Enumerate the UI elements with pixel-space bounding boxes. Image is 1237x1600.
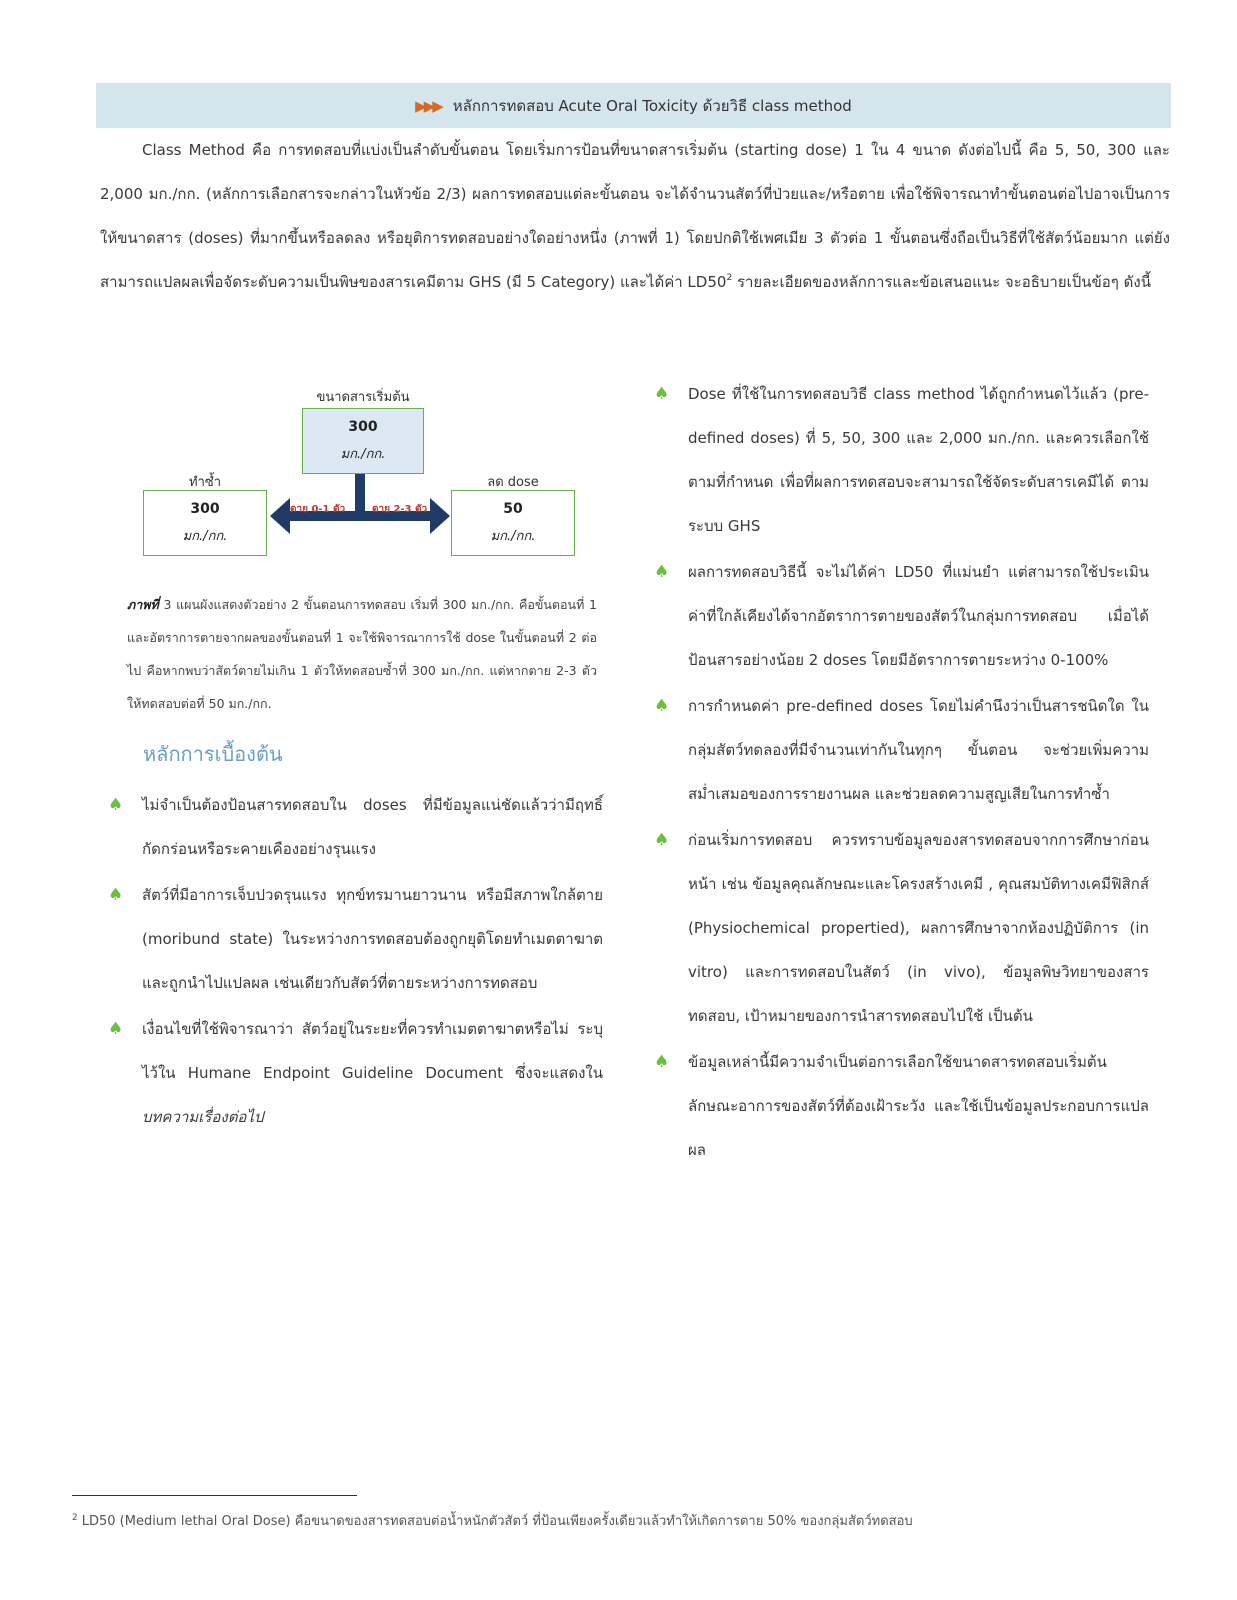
arrow-head-right <box>430 498 450 534</box>
intro-text-end: รายละเอียดของหลักการและข้อเสนอแนะ จะอธิบายเป็นข้อๆ ดังนี้ <box>732 273 1151 291</box>
start-dose-box <box>302 408 424 474</box>
spade-bullet-icon: ♠ <box>654 696 670 716</box>
list-item-text: ก่อนเริ่มการทดสอบ ควรทราบข้อมูลของสารทดสอบจากการศึกษาก่อนหน้า เช่น ข้อมูลคุณลักษณะและโครงสร้างเคมี , คุณสมบัติทางเคมีฟิสิกส์ (Physiochemical propertied), ผลการศึกษาจากห้องปฏิบัติการ (in vitro) และการทดสอบในสัตว์ (in vivo), ข้อมูลพิษวิทยาของสารทดสอบ, เป้าหมายของการนำสารทดสอบไปใช้ เป็นต้น <box>688 831 1149 1025</box>
list-item <box>654 684 1149 816</box>
spade-bullet-icon: ♠ <box>654 562 670 582</box>
principles-list-right <box>654 372 1149 1174</box>
spade-bullet-icon: ♠ <box>654 1052 670 1072</box>
reduce-dose-unit: มก./กก. <box>490 529 536 544</box>
list-item <box>654 818 1149 1038</box>
figure-caption <box>127 588 597 720</box>
arrow-head-left <box>270 498 290 534</box>
reduce-dose-label: ลด dose <box>487 475 539 490</box>
spade-bullet-icon: ♠ <box>108 795 124 815</box>
repeat-dose-unit: มก./กก. <box>182 529 228 544</box>
banner-title: หลักการทดสอบ Acute Oral Toxicity ด้วยวิธี class method <box>452 96 852 115</box>
list-item <box>108 783 603 871</box>
spade-bullet-icon: ♠ <box>654 830 670 850</box>
footnote <box>72 1510 913 1531</box>
list-item <box>654 550 1149 682</box>
list-item <box>654 372 1149 548</box>
list-item-text: เงื่อนไขที่ใช้พิจารณาว่า สัตว์อยู่ในระยะที่ควรทำเมตตาฆาตหรือไม่ ระบุไว้ใน Humane Endpoint Guideline Document ซึ่งจะแสดงใน <box>142 1020 603 1082</box>
footnote-ref: 2 <box>726 273 733 283</box>
right-arrow-label: ตาย 2-3 ตัว <box>372 504 428 515</box>
list-item-text: ไม่จำเป็นต้องป้อนสารทดสอบใน doses ที่มีข้อมูลแน่ชัดแล้วว่ามีฤทธิ์กัดกร่อนหรือระคายเคืองอย่างรุนแรง <box>142 796 603 858</box>
principles-list-left <box>108 783 603 1141</box>
caption-label: ภาพที่ <box>127 597 159 612</box>
repeat-dose-box <box>143 490 267 556</box>
caption-text: 3 แผนผังแสดงตัวอย่าง 2 ขั้นตอนการทดสอบ เริ่มที่ 300 มก./กก. คือขั้นตอนที่ 1 และอัตราการตายจากผลของขั้นตอนที่ 1 จะใช้พิจารณาการใช้ dose ในขั้นตอนที่ 2 ต่อไป คือหากพบว่าสัตว์ตายไม่เกิน 1 ตัวให้ทดสอบซ้ำที่ 300 มก./กก. แต่หากตาย 2-3 ตัวให้ทดสอบต่อที่ 50 มก./กก. <box>127 597 597 711</box>
list-item <box>108 873 603 1005</box>
start-dose-label: ขนาดสารเริ่มต้น <box>316 390 410 405</box>
spade-bullet-icon: ♠ <box>654 384 670 404</box>
list-item-text: ข้อมูลเหล่านี้มีความจำเป็นต่อการเลือกใช้ขนาดสารทดสอบเริ่มต้น ลักษณะอาการของสัตว์ที่ต้องเฝ้าระวัง และใช้เป็นข้อมูลประกอบการแปลผล <box>688 1053 1149 1159</box>
list-item-text: ผลการทดสอบวิธีนี้ จะไม่ได้ค่า LD50 ที่แม่นยำ แต่สามารถใช้ประเมินค่าที่ใกล้เคียงได้จากอัตราการตายของสัตว์ในกลุ่มการทดสอบ เมื่อได้ป้อนสารอย่างน้อย 2 doses โดยมีอัตราการตายระหว่าง 0-100% <box>688 563 1149 669</box>
intro-paragraph <box>100 128 1170 304</box>
start-dose-value: 300 <box>348 419 378 435</box>
footnote-text: LD50 (Medium lethal Oral Dose) คือขนาดของสารทดสอบต่อน้ำหนักตัวสัตว์ ที่ป้อนเพียงครั้งเดียวแล้วทำให้เกิดการตาย 50% ของกลุ่มสัตว์ทดสอบ <box>81 1514 913 1529</box>
intro-text: Class Method คือ การทดสอบที่แบ่งเป็นลำดับขั้นตอน โดยเริ่มการป้อนที่ขนาดสารเริ่มต้น (starting dose) 1 ใน 4 ขนาด ดังต่อไปนี้ คือ 5, 50, 300 และ 2,000 มก./กก. (หลักการเลือกสารจะกล่าวในหัวข้อ 2/3) ผลการทดสอบแต่ละขั้นตอน จะได้จำนวนสัตว์ที่ป่วยและ/หรือตาย เพื่อใช้พิจารณาทำขั้นตอนต่อไปอาจเป็นการให้ขนาดสาร (doses) ที่มากขึ้นหรือลดลง หรือยุติการทดสอบอย่างใดอย่างหนึ่ง (ภาพที่ 1) โดยปกติใช้เพศเมีย 3 ตัวต่อ 1 ขั้นตอนซึ่งถือเป็นวิธีที่ใช้สัตว์น้อยมาก แต่ยังสามารถแปลผลเพื่อจัดระดับความเป็นพิษของสารเคมีตาม GHS (มี 5 Category) และได้ค่า LD50 <box>100 141 1170 291</box>
footnote-mark: 2 <box>72 1513 78 1523</box>
left-arrow-label: ตาย 0-1 ตัว <box>290 504 346 515</box>
arrow-stem <box>355 474 365 516</box>
repeat-label: ทำซ้ำ <box>189 475 221 490</box>
spade-bullet-icon: ♠ <box>108 885 124 905</box>
start-dose-unit: มก./กก. <box>340 447 386 462</box>
reduce-dose-value: 50 <box>503 501 523 517</box>
section-banner <box>96 83 1171 128</box>
footnote-divider <box>72 1495 357 1496</box>
list-item-italic-text: บทความเรื่องต่อไป <box>142 1108 264 1126</box>
dose-flow-diagram <box>130 378 590 568</box>
list-item-text: Dose ที่ใช้ในการทดสอบวิธี class method ได้ถูกกำหนดไว้แล้ว (pre-defined doses) ที่ 5, 50, 300 และ 2,000 มก./กก. และควรเลือกใช้ตามที่กำหนด เพื่อที่ผลการทดสอบจะสามารถใช้จัดระดับสารเคมีได้ ตามระบบ GHS <box>688 385 1149 535</box>
list-item-text: การกำหนดค่า pre-defined doses โดยไม่คำนึงว่าเป็นสารชนิดใด ในกลุ่มสัตว์ทดลองที่มีจำนวนเท่ากันในทุกๆ ขั้นตอน จะช่วยเพิ่มความสม่ำเสมอของการรายงานผล และช่วยลดความสูญเสียในการทำซ้ำ <box>688 697 1149 803</box>
reduce-dose-box <box>451 490 575 556</box>
section-title: หลักการเบื้องต้น <box>143 742 283 766</box>
repeat-dose-value: 300 <box>190 501 220 517</box>
triple-arrow-icon: ▶▶▶ <box>415 96 441 115</box>
list-item <box>654 1040 1149 1172</box>
list-item-text: สัตว์ที่มีอาการเจ็บปวดรุนแรง ทุกข์ทรมานยาวนาน หรือมีสภาพใกล้ตาย (moribund state) ในระหว่างการทดสอบต้องถูกยุติโดยทำเมตตาฆาต และถูกนำไปแปลผล เช่นเดียวกับสัตว์ที่ตายระหว่างการทดสอบ <box>142 886 603 992</box>
spade-bullet-icon: ♠ <box>108 1019 124 1039</box>
list-item <box>108 1007 603 1139</box>
